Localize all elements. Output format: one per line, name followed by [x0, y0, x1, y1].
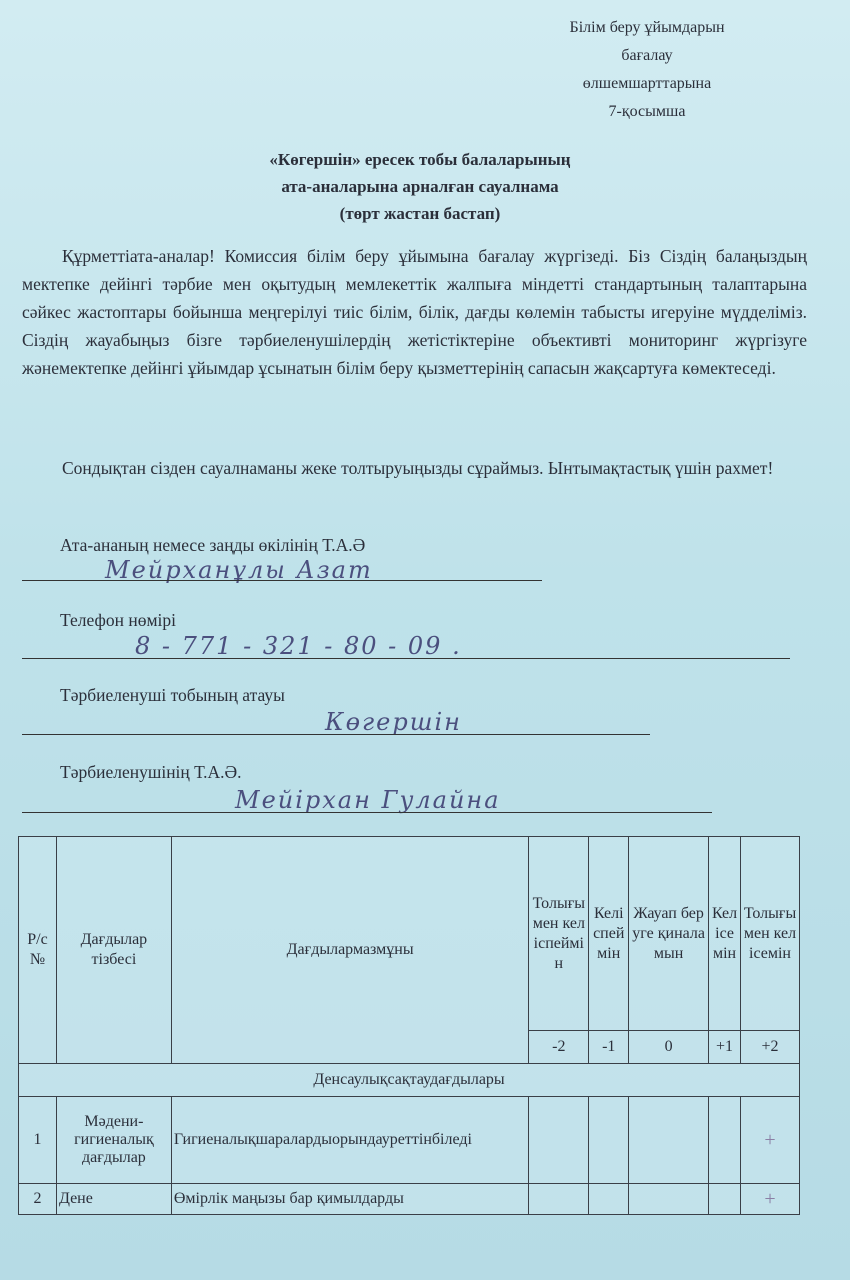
request-paragraph [22, 454, 807, 482]
child-name-value[interactable]: Мейірхан Гулайна [235, 786, 501, 814]
header-skill-list: Дағдылар тізбесі [56, 837, 171, 1064]
appendix-line: 7-қосымша [608, 103, 686, 120]
table-row [19, 1097, 800, 1184]
skills-table [18, 836, 800, 1215]
answer-cell-agree[interactable] [709, 1184, 741, 1215]
row-number: 2 [19, 1184, 57, 1215]
row-skill: Дене [56, 1184, 171, 1215]
parent-name-label: Ата-ананың немесе заңды өкілінің Т.А.Ә [60, 535, 366, 555]
header-strongly-disagree: Толығымен келіспеймін [529, 837, 589, 1031]
child-name-label: Тәрбиеленушінің Т.А.Ә. [60, 762, 242, 782]
group-name-line [22, 734, 650, 735]
header-skill-content: Дағдылармазмұны [171, 837, 528, 1064]
group-name-value[interactable]: Көгершін [325, 708, 462, 736]
title-line: (төрт жастан бастап) [339, 204, 501, 223]
appendix-note [532, 14, 762, 126]
table-row [19, 1184, 800, 1215]
answer-cell-strongly-disagree[interactable] [529, 1184, 589, 1215]
title-line: ата-аналарына арналған сауалнама [281, 177, 559, 196]
phone-value[interactable]: 8 - 771 - 321 - 80 - 09 . [135, 632, 462, 660]
intro-paragraph [22, 242, 807, 382]
score-cell: +1 [709, 1031, 741, 1064]
header-number: Р/с № [19, 837, 57, 1064]
row-content: Өмірлік маңызы бар қимылдарды [171, 1184, 528, 1215]
parent-name-value[interactable]: Мейрханұлы Азат [105, 556, 373, 584]
score-cell: +2 [741, 1031, 800, 1064]
header-undecided: Жауап беруге қиналамын [629, 837, 709, 1031]
row-content: Гигиеналықшаралардыорындауреттінбіледі [171, 1097, 528, 1184]
score-cell: -1 [589, 1031, 629, 1064]
request-text: Сондықтан сізден сауалнаманы жеке толтыруыңызды сұраймыз. Ынтымақтастық үшін рахмет! [62, 458, 774, 478]
header-strongly-agree: Толығымен келісемін [741, 837, 800, 1031]
phone-line [22, 658, 790, 659]
header-agree: Келісемін [709, 837, 741, 1031]
header-disagree: Келіспеймін [589, 837, 629, 1031]
phone-label: Телефон нөмірі [60, 610, 176, 630]
section-row [19, 1064, 800, 1097]
appendix-line: Білім беру ұйымдарын [569, 19, 725, 36]
title-line: «Көгершін» ересек тобы балаларының [269, 150, 571, 169]
table-header-row [19, 837, 800, 1031]
answer-cell-disagree[interactable] [589, 1184, 629, 1215]
document-title [150, 146, 690, 227]
answer-cell-disagree[interactable] [589, 1097, 629, 1184]
answer-cell-strongly-disagree[interactable] [529, 1097, 589, 1184]
answer-cell-undecided[interactable] [629, 1184, 709, 1215]
answer-cell-strongly-agree[interactable]: + [741, 1184, 800, 1215]
section-heading: Денсаулықсақтаудағдылары [19, 1064, 800, 1097]
appendix-line: бағалау [621, 47, 673, 64]
answer-cell-undecided[interactable] [629, 1097, 709, 1184]
answer-cell-agree[interactable] [709, 1097, 741, 1184]
intro-text: Құрметтіата-аналар! Комиссия білім беру ұйымына бағалау жүргізеді. Біз Сіздің балаңыздың мектепке дейінгі тәрбие мен оқытудың мемлекеттік жалпыға міндетті стандартының талаптарына сәйкес жастоптары бойынша меңгерілуі тиіс білім, білік, дағды көлемін табысты игеруіне мүдделіміз. Сіздің жауабыңыз бізге тәрбиеленушілердің жетістіктеріне объективті мониторинг жүргізуге жәнемектепке дейінгі ұйымдар ұсынатын білім беру қызметтерінің сапасын жақсартуға көмектеседі. [22, 246, 807, 378]
child-name-line [22, 812, 712, 813]
row-number: 1 [19, 1097, 57, 1184]
row-skill: Мәдени-гигиеналық дағдылар [56, 1097, 171, 1184]
group-name-label: Тәрбиеленуші тобының атауы [60, 685, 285, 705]
parent-name-line [22, 580, 542, 581]
appendix-line: өлшемшарттарына [582, 75, 712, 92]
score-cell: 0 [629, 1031, 709, 1064]
answer-cell-strongly-agree[interactable]: + [741, 1097, 800, 1184]
score-cell: -2 [529, 1031, 589, 1064]
